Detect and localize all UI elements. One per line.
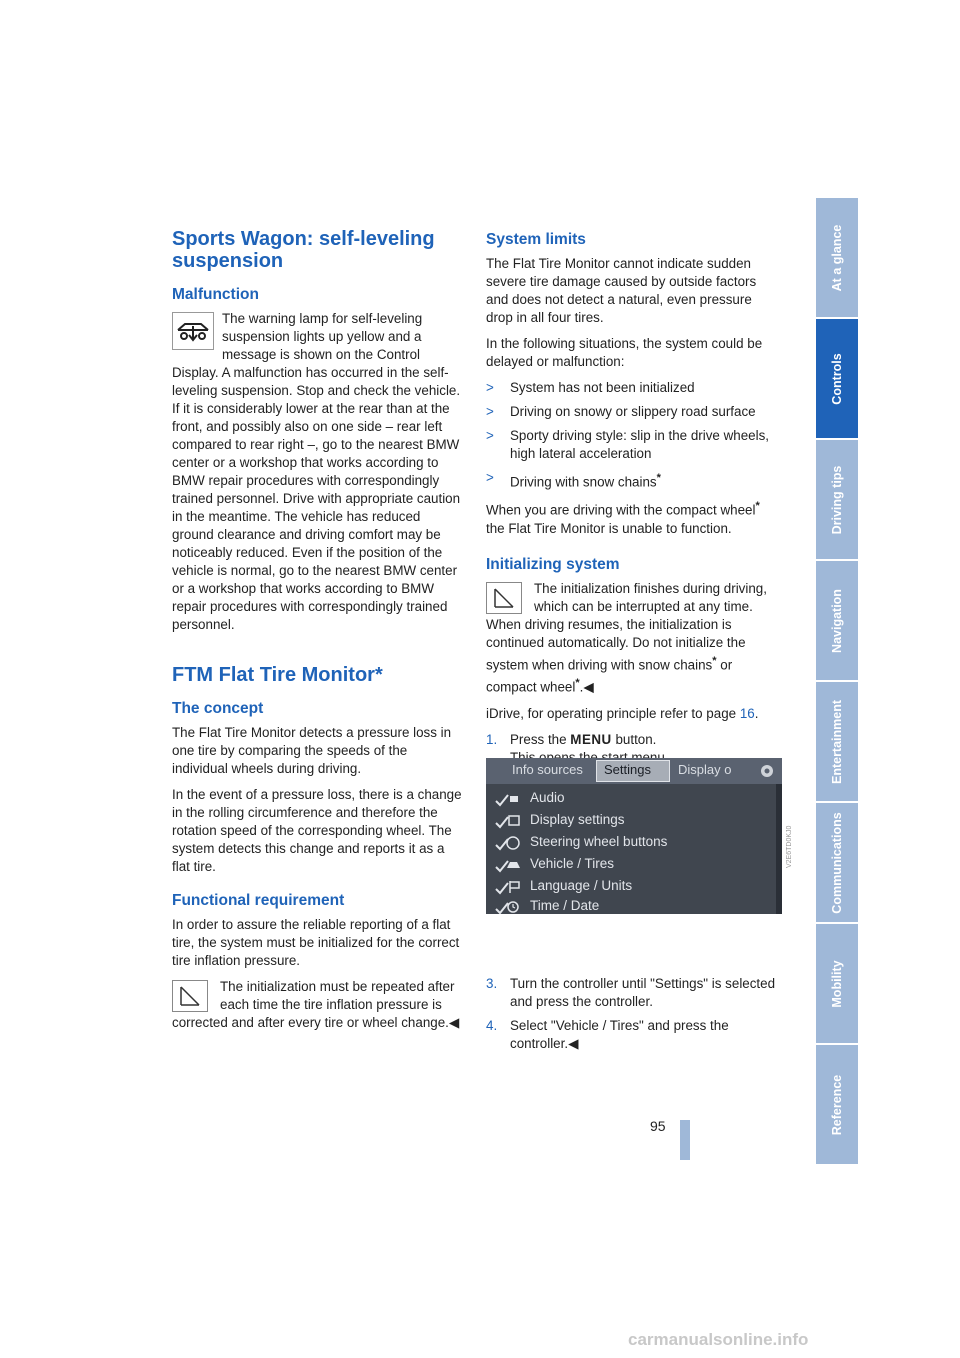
step-text: button. <box>611 731 657 747</box>
end-mark: ◀ <box>448 1015 460 1030</box>
compact-text-b: the Flat Tire Monitor is unable to function. <box>486 520 732 536</box>
list-item[interactable] <box>494 897 764 914</box>
note-triangle-icon <box>486 582 522 614</box>
idrive-period: . <box>754 705 759 721</box>
list-item-text: System has not been initialized <box>510 380 695 395</box>
tab-label: Reference <box>830 1074 844 1135</box>
bullet-mark: > <box>486 404 494 419</box>
list-item[interactable] <box>494 789 764 809</box>
list-item <box>486 403 778 421</box>
init-note <box>486 580 778 697</box>
list-item-label: Steering wheel buttons <box>530 834 668 849</box>
step-number: 4. <box>486 1017 498 1033</box>
step-text: Press the <box>510 731 571 747</box>
optional-star: * <box>575 677 580 690</box>
display-icon <box>494 813 520 829</box>
list-item <box>486 379 778 397</box>
page-number: 95 <box>650 1118 666 1134</box>
step-text: Select "Vehicle / Tires" and press the controller. <box>510 1017 729 1051</box>
idrive-paragraph <box>486 705 778 723</box>
step-text: Turn the controller until "Settings" is selected and press the controller. <box>510 975 776 1009</box>
chapter-sidebar <box>816 198 858 1166</box>
list-item-text: Sporty driving style: slip in the drive wheels, high lateral acceleration <box>510 428 769 461</box>
list-item-label: Time / Date <box>530 898 600 913</box>
heading-initializing-system: Initializing system <box>486 555 620 573</box>
limits-paragraph-1: The Flat Tire Monitor cannot indicate sudden severe tire damage caused by outside factors and does not detect a natural, even pressure drop in all four tires. <box>486 256 757 325</box>
right-column <box>486 231 778 1059</box>
steering-wheel-icon <box>494 835 520 851</box>
limits-paragraph-2: In the following situations, the system could be delayed or malfunction: <box>486 336 763 369</box>
list-item-label: Display settings <box>530 812 625 827</box>
functional-note-text: The initialization must be repeated after each time the tire inflation pressure is corrected and after every tire or wheel change. <box>172 979 455 1030</box>
vehicle-icon <box>494 857 520 873</box>
list-item-label: Vehicle / Tires <box>530 856 615 871</box>
heading-concept: The concept <box>172 700 264 717</box>
scrollbar[interactable] <box>776 784 782 914</box>
tab-driving-tips[interactable] <box>816 440 858 559</box>
bullet-mark: > <box>486 380 494 395</box>
audio-icon <box>494 791 520 807</box>
page-link[interactable]: 16 <box>739 705 755 721</box>
heading-functional-requirement: Functional requirement <box>172 892 345 909</box>
list-item <box>486 469 778 491</box>
tab-label: Navigation <box>830 588 844 653</box>
screen-tab-info-sources[interactable]: Info sources <box>512 762 583 777</box>
init-note-a: The initialization finishes during driving, which can be interrupted at any time. When driving resumes, the initialization is continued automatically. Do not initialize the system when driving with snow chains <box>486 580 767 673</box>
list-item[interactable] <box>494 877 764 897</box>
tab-at-a-glance[interactable] <box>816 198 858 317</box>
optional-star: * <box>712 654 717 667</box>
list-item-text: Driving on snowy or slippery road surface <box>510 404 756 419</box>
tab-label: Driving tips <box>830 465 844 534</box>
functional-note <box>172 978 464 1032</box>
compact-text-a: When you are driving with the compact wheel <box>486 502 756 518</box>
optional-star: * <box>656 472 661 484</box>
section-title-ftm: FTM Flat Tire Monitor* <box>172 664 383 686</box>
optional-star: * <box>755 500 760 513</box>
compact-wheel-paragraph <box>486 497 778 537</box>
list-item <box>486 427 778 463</box>
tab-label: Entertainment <box>830 699 844 784</box>
bullet-mark: > <box>486 428 494 443</box>
tab-label: Controls <box>830 352 844 405</box>
tab-communications[interactable] <box>816 803 858 922</box>
gear-icon[interactable] <box>758 762 776 780</box>
list-item[interactable] <box>494 855 764 875</box>
page-marker <box>680 1120 690 1160</box>
suspension-warning-icon <box>172 312 214 350</box>
note-triangle-icon <box>172 980 208 1012</box>
concept-paragraph-2: In the event of a pressure loss, there is a change in the rolling circumference and therefore the rotation speed of the corresponding wheel. The system detects this change and reports it as a flat tire. <box>172 787 462 874</box>
menu-button-label: MENU <box>570 731 612 747</box>
init-note-c: . <box>579 679 584 695</box>
tab-entertainment[interactable] <box>816 682 858 801</box>
idrive-text: iDrive, for operating principle refer to page <box>486 705 740 721</box>
left-column <box>172 228 464 1040</box>
tab-label: Mobility <box>830 959 844 1008</box>
step-item <box>486 1017 778 1053</box>
tab-reference[interactable] <box>816 1045 858 1164</box>
heading-malfunction: Malfunction <box>172 286 259 303</box>
clock-icon <box>494 899 520 914</box>
screen-tab-settings[interactable]: Settings <box>604 762 651 777</box>
list-item[interactable] <box>494 833 764 853</box>
functional-paragraph: In order to assure the reliable reporting of a flat tire, the system must be initialized for the correct tire inflation pressure. <box>172 917 460 968</box>
tab-mobility[interactable] <box>816 924 858 1043</box>
image-code: V2E6TD0KJ0 <box>786 825 793 868</box>
list-item-label: Language / Units <box>530 878 633 893</box>
step-number: 1. <box>486 731 498 747</box>
screen-tab-display[interactable]: Display o <box>678 762 732 777</box>
tab-navigation[interactable] <box>816 561 858 680</box>
heading-system-limits: System limits <box>486 231 586 248</box>
tab-controls[interactable] <box>816 319 858 438</box>
tab-label: Communications <box>830 811 844 914</box>
step-item <box>486 975 778 1011</box>
step-number: 3. <box>486 975 498 991</box>
bullet-mark: > <box>486 470 494 485</box>
list-item-text: Driving with snow chains <box>510 474 657 490</box>
idrive-settings-screen <box>486 758 782 914</box>
malfunction-text: The warning lamp for self-leveling suspension lights up yellow and a message is shown on the Control Display. A malfunction has occurred in the self-leveling suspension. Stop and check the vehicle. If it is considerably lower at the rear than at the front, and possibly also on one side – rear left compared to rear right –, go to the nearest BMW center or a workshop that works according to BMW repair procedures with correspondingly trained personnel. Drive with appropriate caution in the meantime. The vehicle has reduced ground clearance and driving comfort may be noticeably reduced. Even if the position of the vehicle is normal, go to the nearest BMW center or a workshop that works according to BMW repair procedures with correspondingly trained personnel. <box>172 311 461 632</box>
watermark: carmanualsonline.info <box>628 1330 809 1349</box>
settings-list <box>486 784 776 914</box>
init-note-b: or compact wheel <box>486 657 733 695</box>
list-item-label: Audio <box>530 790 565 805</box>
list-item[interactable] <box>494 811 764 831</box>
flag-icon <box>494 879 520 895</box>
tab-label: At a glance <box>830 224 844 291</box>
end-mark: ◀ <box>583 679 594 695</box>
end-mark: ◀ <box>568 1035 579 1051</box>
section-title-wagon: Sports Wagon: self-leveling suspension <box>172 228 435 272</box>
concept-paragraph-1: The Flat Tire Monitor detects a pressure loss in one tire by comparing the speeds of the individual wheels during driving. <box>172 725 452 776</box>
